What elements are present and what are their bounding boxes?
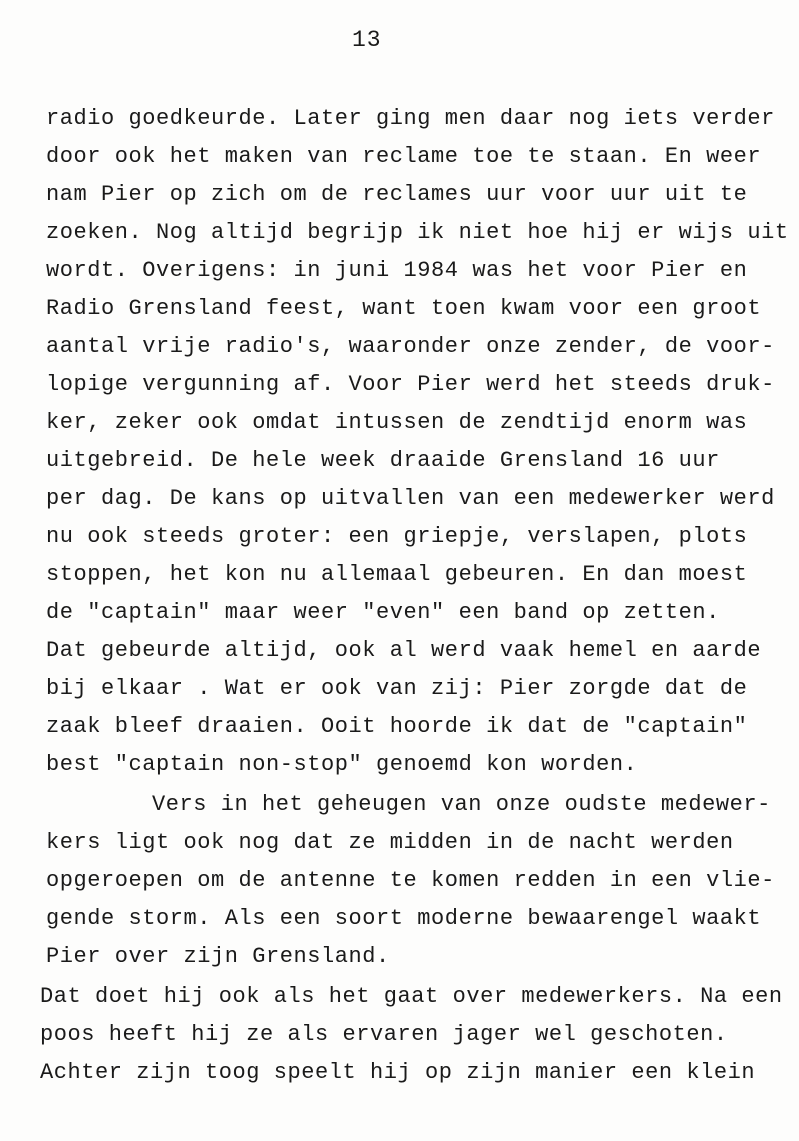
text-line-10: uitgebreid. De hele week draaide Grensland 16 uur <box>46 448 720 473</box>
text-line-19-indented: Vers in het geheugen van onze oudste medewer- <box>152 792 771 817</box>
text-line-13: stoppen, het kon nu allemaal gebeuren. En dan moest <box>46 562 748 587</box>
text-line-3: nam Pier op zich om de reclames uur voor uur uit te <box>46 182 748 207</box>
text-line-12: nu ook steeds groter: een griepje, verslapen, plots <box>46 524 748 549</box>
text-line-6: Radio Grensland feest, want toen kwam voor een groot <box>46 296 762 321</box>
text-line-1: radio goedkeurde. Later ging men daar nog iets verder <box>46 106 775 131</box>
page-number: 13 <box>352 27 382 53</box>
text-line-21: opgeroepen om de antenne te komen redden in een vlie- <box>46 868 775 893</box>
text-line-16: bij elkaar . Wat er ook van zij: Pier zorgde dat de <box>46 676 748 701</box>
text-line-24: Dat doet hij ook als het gaat over medewerkers. Na een <box>40 984 783 1009</box>
text-line-5: wordt. Overigens: in juni 1984 was het voor Pier en <box>46 258 748 283</box>
text-line-23: Pier over zijn Grensland. <box>46 944 390 969</box>
text-line-26: Achter zijn toog speelt hij op zijn manier een klein <box>40 1060 756 1085</box>
text-line-25: poos heeft hij ze als ervaren jager wel geschoten. <box>40 1022 728 1047</box>
text-line-9: ker, zeker ook omdat intussen de zendtijd enorm was <box>46 410 748 435</box>
text-line-2: door ook het maken van reclame toe te staan. En weer <box>46 144 762 169</box>
text-line-7: aantal vrije radio's, waaronder onze zender, de voor- <box>46 334 775 359</box>
text-line-18: best "captain non-stop" genoemd kon worden. <box>46 752 638 777</box>
text-line-14: de "captain" maar weer "even" een band op zetten. <box>46 600 720 625</box>
text-line-20: kers ligt ook nog dat ze midden in de nacht werden <box>46 830 734 855</box>
text-line-4: zoeken. Nog altijd begrijp ik niet hoe hij er wijs uit <box>46 220 789 245</box>
text-line-8: lopige vergunning af. Voor Pier werd het steeds druk- <box>46 372 775 397</box>
text-line-17: zaak bleef draaien. Ooit hoorde ik dat de "captain" <box>46 714 748 739</box>
text-line-11: per dag. De kans op uitvallen van een medewerker werd <box>46 486 775 511</box>
text-line-15: Dat gebeurde altijd, ook al werd vaak hemel en aarde <box>46 638 762 663</box>
text-line-22: gende storm. Als een soort moderne bewaarengel waakt <box>46 906 762 931</box>
